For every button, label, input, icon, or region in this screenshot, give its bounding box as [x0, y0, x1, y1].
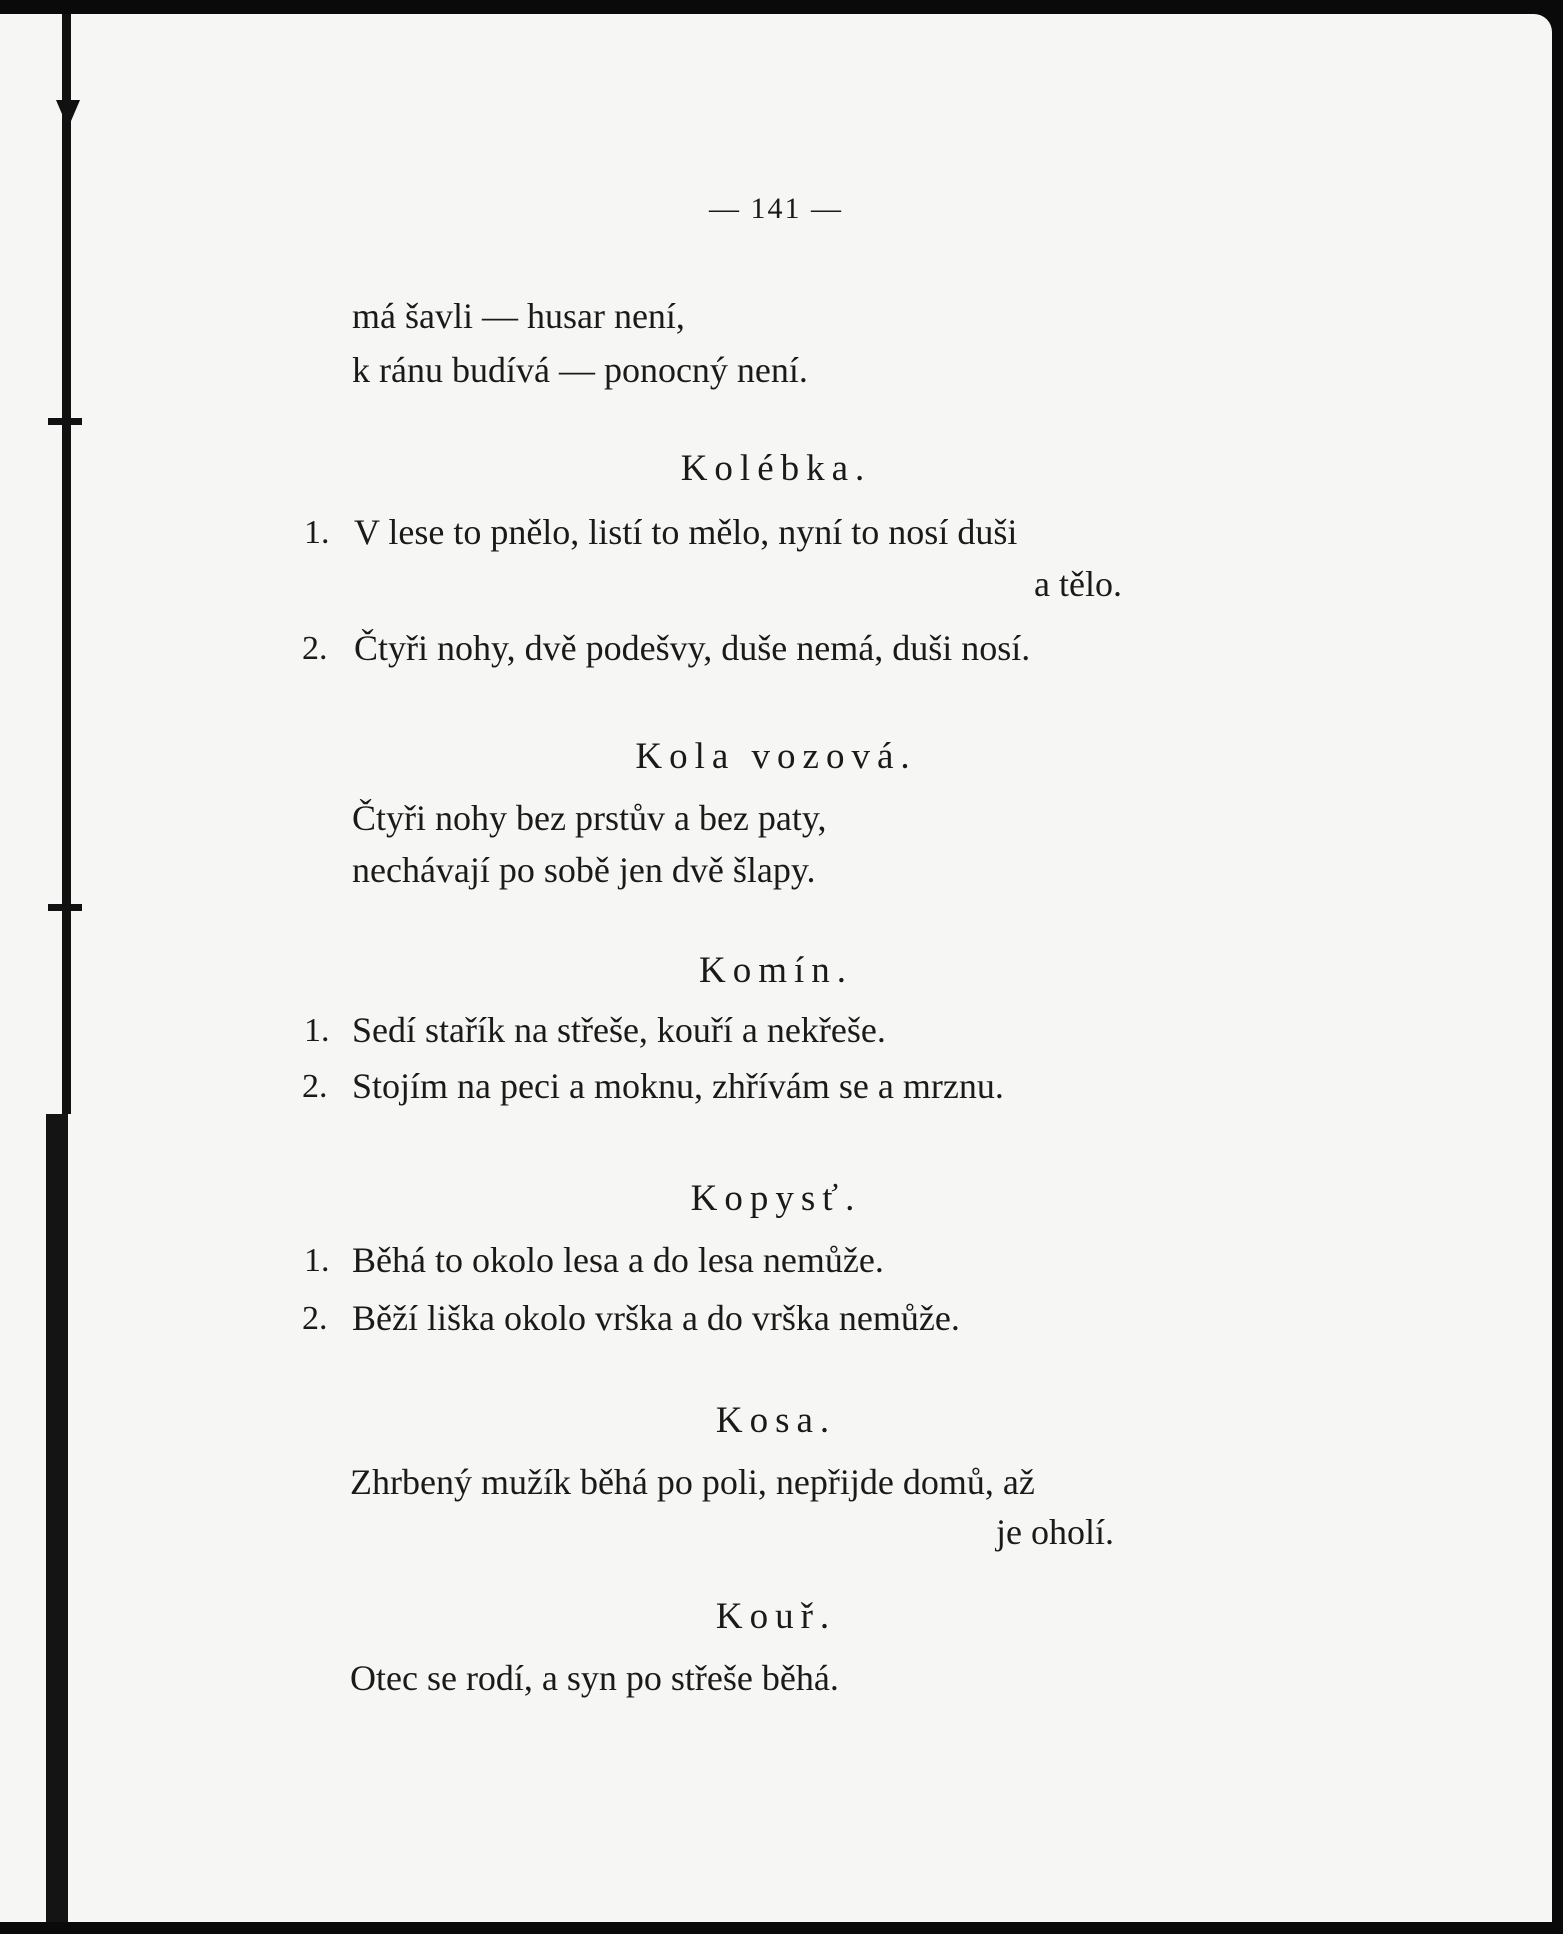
riddle-line: Čtyři nohy, dvě podešvy, duše nemá, duši nosí.	[354, 628, 1031, 668]
binding-edge	[62, 14, 71, 1114]
riddle-line: Otec se rodí, a syn po střeše běhá.	[350, 1658, 839, 1698]
riddle-line: Čtyři nohy bez prstův a bez paty,	[352, 798, 827, 838]
binding-mark	[56, 100, 80, 128]
riddle-line: Sedí stařík na střeše, kouří a nekřeše.	[352, 1010, 886, 1050]
book-page	[0, 14, 1552, 1922]
verse-line: k ránu budívá — ponocný není.	[352, 350, 808, 390]
riddle-line: nechávají po sobě jen dvě šlapy.	[352, 850, 816, 890]
item-number: 1.	[304, 514, 330, 551]
section-heading: Kopysť.	[690, 1178, 862, 1219]
section-heading: Komín.	[698, 950, 854, 991]
section-heading: Kosa.	[715, 1400, 837, 1441]
section-heading: Kolébka.	[680, 448, 872, 489]
riddle-line: Běží liška okolo vrška a do vrška nemůže.	[352, 1298, 960, 1338]
riddle-line: Stojím na peci a moknu, zhřívám se a mrznu.	[352, 1066, 1004, 1106]
binding-mark	[48, 904, 82, 911]
binding-mark	[48, 418, 82, 425]
page-number: — 141 —	[709, 192, 843, 225]
binding-edge	[46, 1114, 68, 1922]
item-number: 1.	[304, 1012, 330, 1049]
riddle-continuation: a tělo.	[1034, 564, 1122, 604]
section-heading: Kouř.	[715, 1596, 837, 1637]
item-number: 2.	[302, 1300, 328, 1337]
item-number: 1.	[304, 1242, 330, 1279]
section-heading: Kola vozová.	[635, 736, 917, 777]
riddle-line: V lese to pnělo, listí to mělo, nyní to nosí duši	[354, 512, 1018, 552]
item-number: 2.	[302, 1068, 328, 1105]
item-number: 2.	[302, 630, 328, 667]
riddle-line: Zhrbený mužík běhá po poli, nepřijde domů, až	[350, 1462, 1035, 1502]
verse-line: má šavli — husar není,	[352, 296, 685, 336]
riddle-continuation: je oholí.	[996, 1512, 1114, 1552]
riddle-line: Běhá to okolo lesa a do lesa nemůže.	[352, 1240, 884, 1280]
